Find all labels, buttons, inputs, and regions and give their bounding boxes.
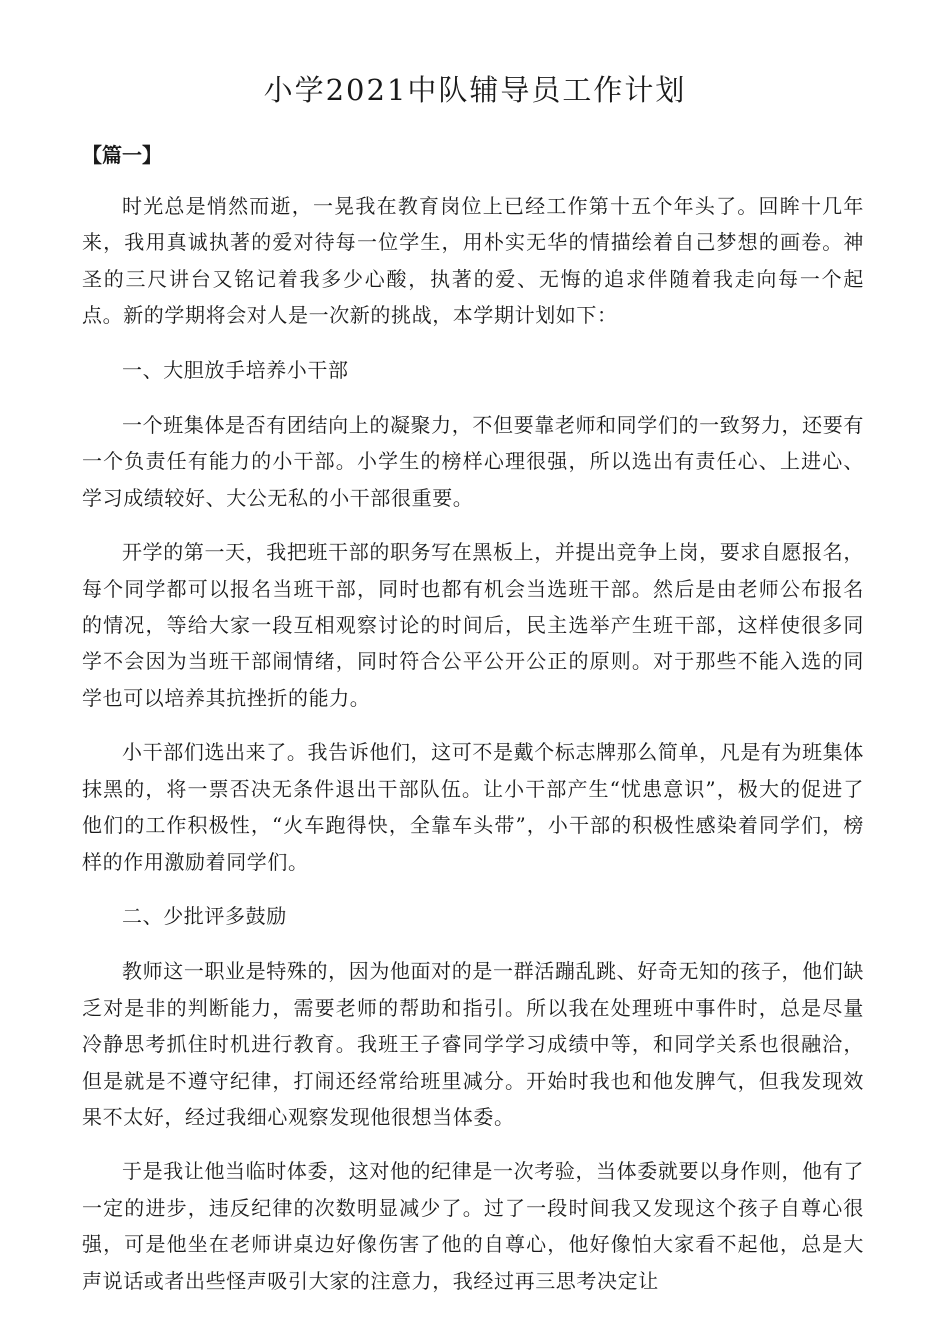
paragraph: 于是我让他当临时体委，这对他的纪律是一次考验，当体委就要以身作则，他有了一定的进步，违反纪律的次数明显减少了。过了一段时间我又发现这个孩子自尊心很强，可是他坐在老师讲桌边好像伤害了他的自尊心，他好像怕大家看不起他，总是大声说话或者出些怪声吸引大家的注意力，我经过再三思考决定让 [82,1159,864,1293]
section-label: 【篇一】 [82,143,162,167]
paragraph: 教师这一职业是特殊的，因为他面对的是一群活蹦乱跳、好奇无知的孩子，他们缺乏对是非的判断能力，需要老师的帮助和指引。所以我在处理班中事件时，总是尽量冷静思考抓住时机进行教育。我班王子睿同学学习成绩中等，和同学关系也很融洽，但是就是不遵守纪律，打闹还经常给班里减分。开始时我也和他发脾气，但我发现效果不太好，经过我细心观察发现他很想当体委。 [82,959,864,1129]
paragraph-intro: 时光总是悄然而逝，一晃我在教育岗位上已经工作第十五个年头了。回眸十几年来，我用真诚执著的爱对待每一位学生，用朴实无华的情描绘着自己梦想的画卷。神圣的三尺讲台又铭记着我多少心酸，执著的爱、无悔的追求伴随着我走向每一个起点。新的学期将会对人是一次新的挑战，本学期计划如下： [82,194,864,328]
paragraph: 小干部们选出来了。我告诉他们，这可不是戴个标志牌那么简单，凡是有为班集体抹黑的，将一票否决无条件退出干部队伍。让小干部产生“忧患意识”，极大的促进了他们的工作积极性，“火车跑得快，全靠车头带”，小干部的积极性感染着同学们，榜样的作用激励着同学们。 [82,740,864,874]
subheading-1: 一、大胆放手培养小干部 [122,357,349,382]
paragraph: 一个班集体是否有团结向上的凝聚力，不但要靠老师和同学们的一致努力，还要有一个负责任有能力的小干部。小学生的榜样心理很强，所以选出有责任心、上进心、学习成绩较好、大公无私的小干部很重要。 [82,413,864,510]
document-title: 小学2021中队辅导员工作计划 [263,73,687,107]
document-body [82,188,864,1317]
paragraph: 开学的第一天，我把班干部的职务写在黑板上，并提出竞争上岗，要求自愿报名，每个同学都可以报名当班干部，同时也都有机会当选班干部。然后是由老师公布报名的情况，等给大家一段互相观察讨论的时间后，民主选举产生班干部，这样使很多同学不会因为当班干部闹情绪，同时符合公平公开公正的原则。对于那些不能入选的同学也可以培养其抗挫折的能力。 [82,540,864,710]
subheading-2: 二、少批评多鼓励 [122,903,287,928]
